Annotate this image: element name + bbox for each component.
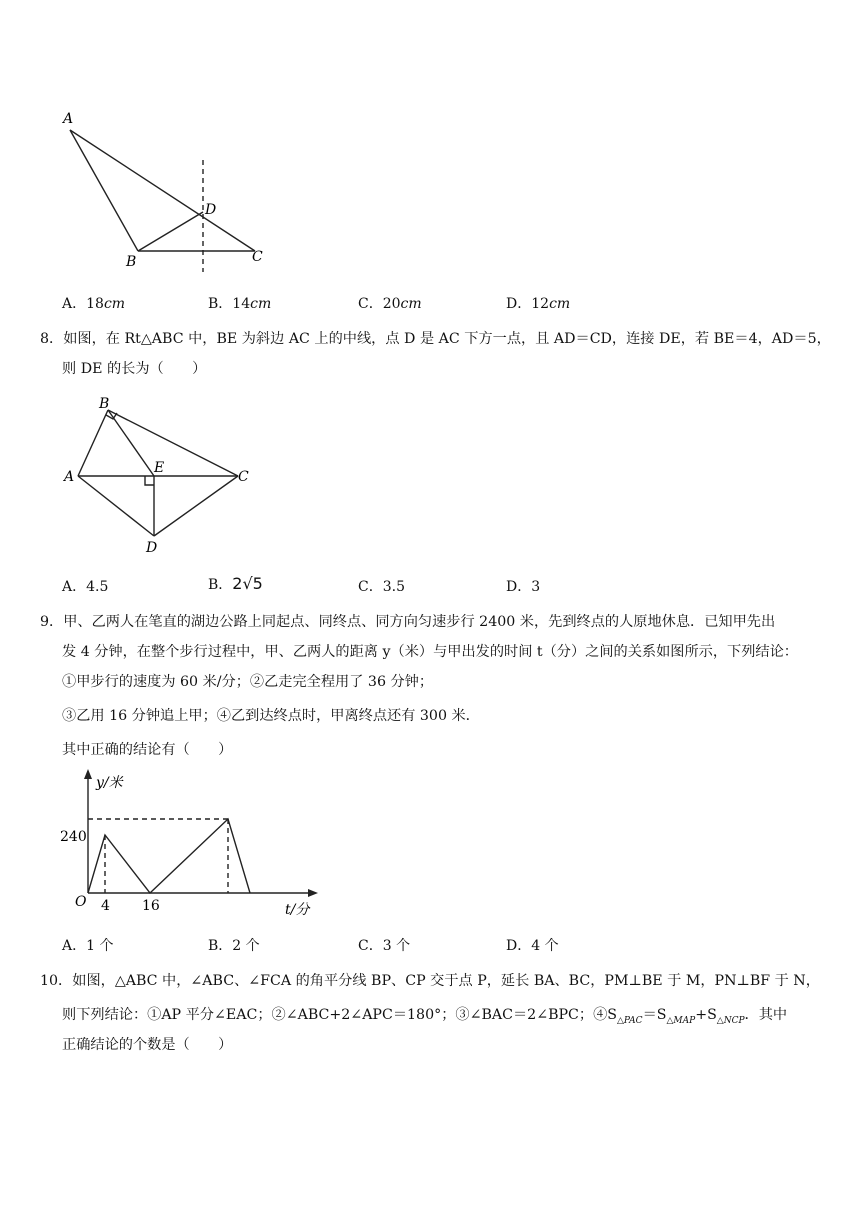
q9-option-d[interactable] [506, 935, 559, 955]
q9-text-line1: 甲、乙两人在笔直的湖边公路上同起点、同终点、同方向匀速步行 2400 米，先到终点的人原地休息．已知甲先出 [63, 614, 776, 630]
option-letter: C． [358, 296, 383, 312]
option-letter: B． [208, 296, 233, 312]
graph-y-axis-label: y/米 [96, 775, 123, 791]
q8-question-line2: 则 DE 的长为（ ） [62, 361, 207, 377]
option-value: 2 个 [232, 938, 260, 954]
q9-number: 9． [40, 614, 64, 630]
option-unit: cm [250, 296, 272, 312]
q9-question-line4: ③乙用 16 分钟追上甲；④乙到达终点时，甲离终点还有 300 米． [62, 708, 480, 724]
option-unit: cm [103, 296, 126, 312]
graph-x-tick-16: 16 [142, 898, 160, 914]
option-value: 3.5 [382, 579, 405, 595]
option-value: 14 [232, 296, 251, 312]
q10-text-mid2: +S [695, 1007, 717, 1023]
option-value: 20 [382, 296, 401, 312]
option-value: 4 个 [531, 938, 559, 954]
fig8-label-d: D [146, 540, 158, 556]
fig7-label-c: C [252, 249, 263, 265]
option-letter: D． [506, 938, 532, 954]
q9-question-line2: 发 4 分钟，在整个步行过程中，甲、乙两人的距离 y（米）与甲出发的时间 t（分）之间的关系如图所示，下列结论： [62, 644, 798, 660]
option-value: 18 [86, 296, 104, 312]
q10-text-end: ．其中 [744, 1007, 788, 1023]
option-letter: B． [208, 577, 233, 593]
q8-number: 8． [40, 331, 64, 347]
option-letter: D． [506, 296, 532, 312]
fig7-label-a: A [63, 111, 74, 127]
option-unit: cm [400, 296, 422, 312]
q10-text-line1: 如图，△ABC 中，∠ABC、∠FCA 的角平分线 BP、CP 交于点 P，延长 BA、BC，PM⊥BE 于 M，PN⊥BF 于 N， [72, 973, 820, 989]
q9-question-line5: 其中正确的结论有（ ） [62, 742, 233, 758]
option-value: 12 [531, 296, 550, 312]
option-value: 4.5 [86, 579, 109, 595]
fig8-label-a: A [64, 469, 75, 485]
q9-option-c[interactable] [358, 935, 410, 955]
option-letter: C． [358, 938, 383, 954]
q10-text-line2: 则下列结论：①AP 平分∠EAC；②∠ABC+2∠APC＝180°；③∠BAC＝2∠BPC；④S [62, 1007, 618, 1023]
option-unit: cm [549, 296, 571, 312]
option-letter: D． [506, 579, 532, 595]
fig8-label-e: E [154, 460, 165, 476]
option-letter: C． [358, 579, 383, 595]
q9-option-a[interactable] [62, 935, 113, 955]
q10-text-mid1: ＝S [642, 1007, 667, 1023]
graph-y-tick-240: 240 [60, 829, 87, 845]
option-letter: A． [62, 579, 87, 595]
q8-text-line1: 如图，在 Rt△ABC 中，BE 为斜边 AC 上的中线，点 D 是 AC 下方一点，且 AD＝CD，连接 DE，若 BE＝4，AD＝5， [63, 331, 831, 347]
graph-x-tick-4: 4 [101, 898, 110, 914]
fig8-label-c: C [238, 469, 249, 485]
q10-question-line3: 正确结论的个数是（ ） [62, 1037, 233, 1053]
graph-x-axis-label: t/分 [285, 902, 310, 918]
option-letter: A． [62, 938, 87, 954]
q10-sub-pac: △PAC [617, 1015, 643, 1026]
option-letter: A． [62, 296, 87, 312]
graph-origin-label: O [75, 894, 87, 910]
q9-option-b[interactable] [208, 935, 260, 955]
option-value: 2√5 [232, 574, 263, 593]
fig7-label-b: B [126, 254, 137, 270]
option-value: 3 [531, 579, 541, 595]
q10-question-line1 [40, 971, 820, 991]
q9-question-line3: ①甲步行的速度为 60 米/分；②乙走完全程用了 36 分钟； [62, 674, 434, 690]
fig7-label-d: D [205, 202, 217, 218]
fig8-label-b: B [99, 396, 110, 412]
option-value: 1 个 [86, 938, 114, 954]
q10-question-line2 [62, 1005, 787, 1031]
q10-sub-ncp: △NCP [716, 1015, 745, 1026]
q10-sub-map: △MAP [666, 1015, 696, 1026]
option-value: 3 个 [382, 938, 411, 954]
option-letter: B． [208, 938, 233, 954]
q10-number: 10． [40, 973, 73, 989]
